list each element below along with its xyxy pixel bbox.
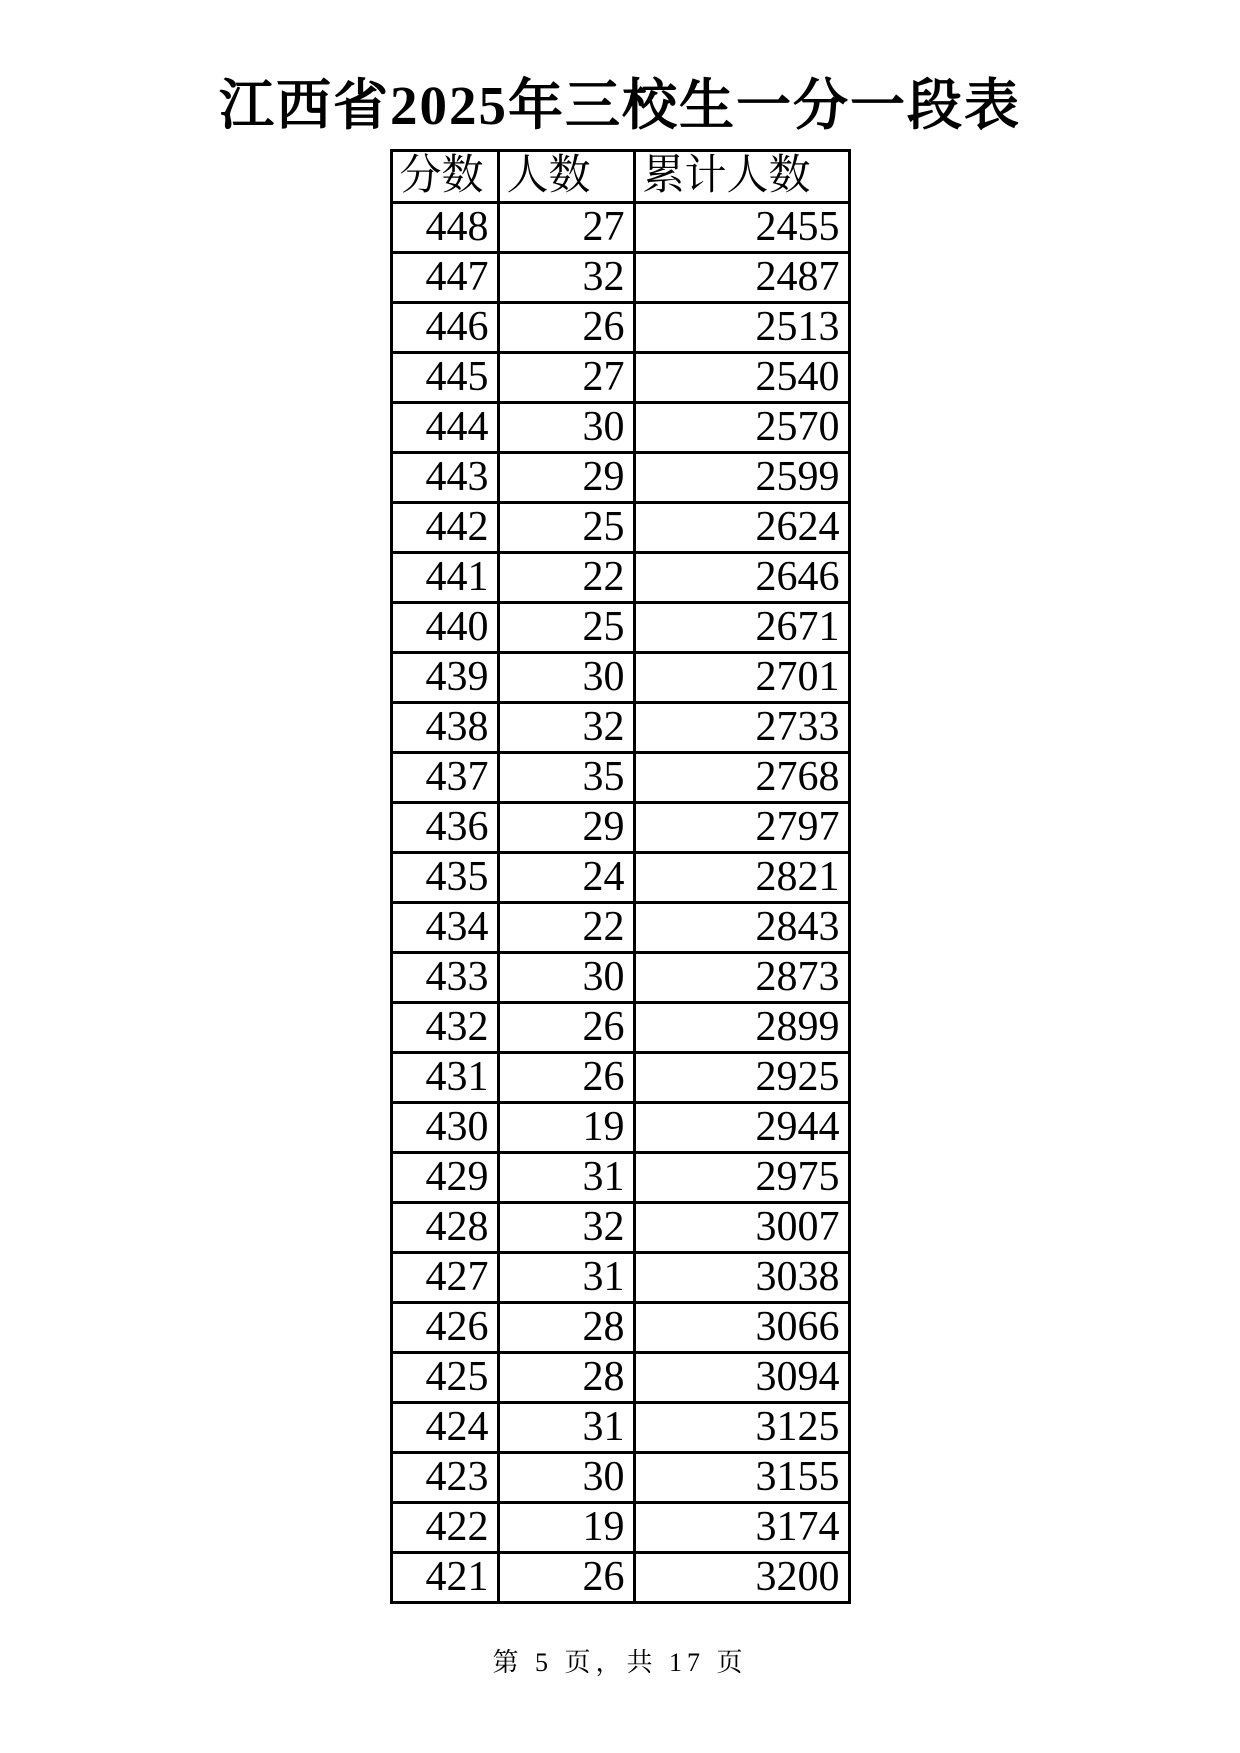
cumulative-cell: 2873 [634,952,849,1002]
table-row [391,852,849,902]
table-row [391,1252,849,1302]
count-cell: 24 [498,852,634,902]
cumulative-cell: 2540 [634,352,849,402]
count-cell: 19 [498,1102,634,1152]
count-cell: 30 [498,952,634,1002]
table-row [391,352,849,402]
table-row [391,802,849,852]
count-cell: 32 [498,702,634,752]
score-distribution-table [390,149,851,1604]
cumulative-cell: 2899 [634,1002,849,1052]
count-cell: 27 [498,352,634,402]
cumulative-cell: 2821 [634,852,849,902]
count-cell: 31 [498,1252,634,1302]
score-cell: 424 [391,1402,498,1452]
count-cell: 32 [498,252,634,302]
cumulative-cell: 2570 [634,402,849,452]
count-cell: 27 [498,202,634,252]
cumulative-cell: 2843 [634,902,849,952]
score-cell: 427 [391,1252,498,1302]
count-cell: 26 [498,1052,634,1102]
count-cell: 19 [498,1502,634,1552]
table-row [391,752,849,802]
cumulative-cell: 3094 [634,1352,849,1402]
count-cell: 31 [498,1402,634,1452]
cumulative-cell: 2768 [634,752,849,802]
table-row [391,452,849,502]
page-title: 江西省2025年三校生一分一段表 [218,75,1021,136]
score-cell: 445 [391,352,498,402]
count-cell: 31 [498,1152,634,1202]
table-row [391,552,849,602]
count-cell: 26 [498,1552,634,1602]
score-cell: 443 [391,452,498,502]
score-cell: 448 [391,202,498,252]
count-cell: 29 [498,452,634,502]
cumulative-cell: 2624 [634,502,849,552]
cumulative-cell: 2797 [634,802,849,852]
cumulative-cell: 3007 [634,1202,849,1252]
score-cell: 423 [391,1452,498,1502]
count-cell: 22 [498,902,634,952]
cumulative-cell: 2925 [634,1052,849,1102]
table-row [391,702,849,752]
score-cell: 426 [391,1302,498,1352]
score-cell: 432 [391,1002,498,1052]
table-row [391,302,849,352]
table-row [391,1502,849,1552]
count-cell: 26 [498,1002,634,1052]
table-row [391,1202,849,1252]
cumulative-cell: 2646 [634,552,849,602]
table-row [391,1002,849,1052]
score-cell: 429 [391,1152,498,1202]
count-cell: 28 [498,1302,634,1352]
table-row [391,952,849,1002]
cumulative-cell: 3066 [634,1302,849,1352]
score-cell: 421 [391,1552,498,1602]
count-cell: 25 [498,502,634,552]
count-cell: 30 [498,1452,634,1502]
score-cell: 436 [391,802,498,852]
table-row [391,202,849,252]
cumulative-cell: 3174 [634,1502,849,1552]
count-cell: 30 [498,652,634,702]
page-footer: 第 5 页，共 17 页 [492,1648,748,1677]
score-cell: 437 [391,752,498,802]
table-row [391,652,849,702]
table-row [391,252,849,302]
score-cell: 441 [391,552,498,602]
cumulative-cell: 3200 [634,1552,849,1602]
score-cell: 446 [391,302,498,352]
score-cell: 440 [391,602,498,652]
col-header-cumulative: 累计人数 [634,150,849,202]
table-header-row [391,150,849,202]
score-cell: 428 [391,1202,498,1252]
count-cell: 29 [498,802,634,852]
table-row [391,602,849,652]
score-cell: 439 [391,652,498,702]
count-cell: 35 [498,752,634,802]
col-header-score: 分数 [391,150,498,202]
score-cell: 431 [391,1052,498,1102]
score-cell: 442 [391,502,498,552]
count-cell: 25 [498,602,634,652]
table-row [391,1352,849,1402]
col-header-count: 人数 [498,150,634,202]
table-row [391,1402,849,1452]
count-cell: 30 [498,402,634,452]
score-cell: 434 [391,902,498,952]
cumulative-cell: 2487 [634,252,849,302]
score-cell: 438 [391,702,498,752]
cumulative-cell: 2599 [634,452,849,502]
table-row [391,1152,849,1202]
cumulative-cell: 2733 [634,702,849,752]
count-cell: 28 [498,1352,634,1402]
score-cell: 425 [391,1352,498,1402]
count-cell: 26 [498,302,634,352]
cumulative-cell: 2975 [634,1152,849,1202]
table-row [391,902,849,952]
score-cell: 430 [391,1102,498,1152]
score-cell: 447 [391,252,498,302]
cumulative-cell: 2701 [634,652,849,702]
table-row [391,1102,849,1152]
count-cell: 22 [498,552,634,602]
count-cell: 32 [498,1202,634,1252]
cumulative-cell: 3038 [634,1252,849,1302]
score-cell: 433 [391,952,498,1002]
cumulative-cell: 2944 [634,1102,849,1152]
table-row [391,402,849,452]
table-row [391,1052,849,1102]
table-row [391,1452,849,1502]
cumulative-cell: 2513 [634,302,849,352]
cumulative-cell: 2455 [634,202,849,252]
cumulative-cell: 3125 [634,1402,849,1452]
table-row [391,502,849,552]
cumulative-cell: 3155 [634,1452,849,1502]
score-cell: 422 [391,1502,498,1552]
score-cell: 435 [391,852,498,902]
cumulative-cell: 2671 [634,602,849,652]
table-row [391,1552,849,1602]
table-row [391,1302,849,1352]
score-cell: 444 [391,402,498,452]
